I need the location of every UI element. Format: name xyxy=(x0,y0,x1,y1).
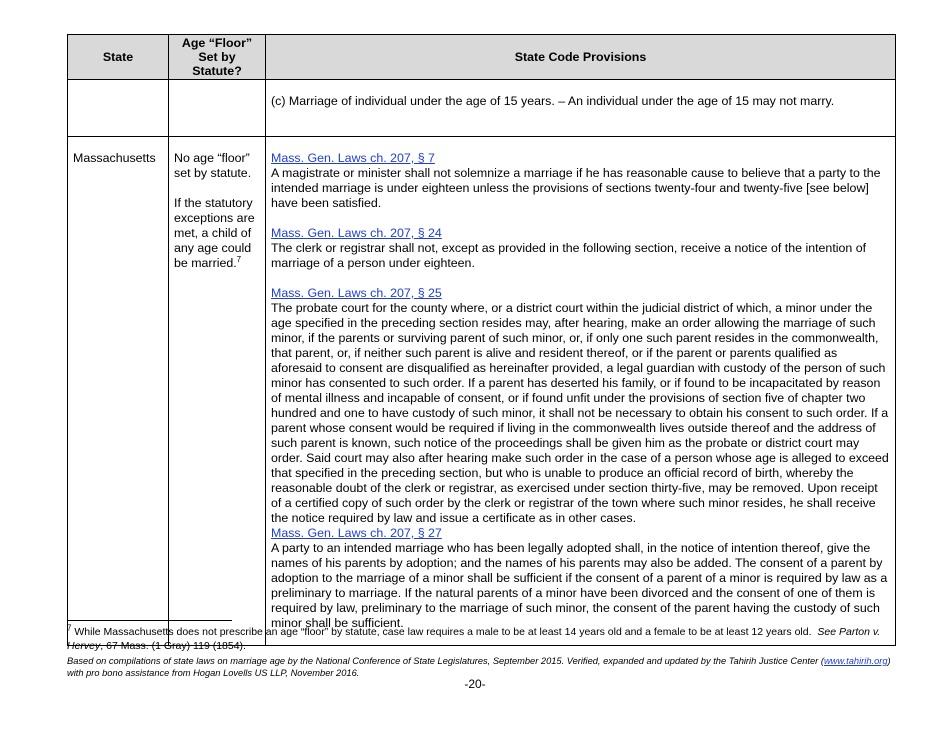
table-row-continued xyxy=(68,80,896,137)
continued-state-cell xyxy=(68,80,169,137)
citation-link-207-24[interactable]: Mass. Gen. Laws ch. 207, § 24 xyxy=(271,225,442,240)
citation-link-207-7[interactable]: Mass. Gen. Laws ch. 207, § 7 xyxy=(271,150,435,165)
tahirih-link[interactable]: www.tahirih.org xyxy=(823,656,888,666)
provisions-cell-massachusetts xyxy=(266,136,896,645)
provision-text-207-27: A party to an intended marriage who has been legally adopted shall, in the notice of intention thereof, give the names of his parents by adoption; and the names of his parents may also be added. The consent of a parent by adoption to the marriage of a minor shall be sufficient if the consent of a parent of a minor is required by law as a preliminary to marriage. If the natural parents of a minor have been divorced and the consent of one of them is required by law, preliminary to the marriage of such minor, the consent of the parent having the custody of such minor shall be sufficient. xyxy=(271,540,888,630)
footnote-7 xyxy=(67,623,897,653)
header-state-code-provisions: State Code Provisions xyxy=(266,35,896,80)
age-floor-statement: No age “floor” set by statute. xyxy=(174,150,252,180)
source-text-after: ) with pro bono assistance from Hogan Lovells US LLP, November 2016. xyxy=(67,656,891,678)
footnote-citation: , 67 Mass. (1 Gray) 119 (1854). xyxy=(100,639,246,652)
continued-age-cell xyxy=(169,80,266,137)
table-header-row xyxy=(68,35,896,80)
footnote-see: See xyxy=(817,626,837,638)
age-floor-exception-note xyxy=(174,196,260,271)
age-floor-cell-massachusetts xyxy=(169,136,266,645)
source-note xyxy=(67,655,897,679)
provision-text-207-24: The clerk or registrar shall not, except as provided in the following section, receive a notice of the intention of marriage of a person under eighteen. xyxy=(271,240,867,270)
header-age-floor: Age “Floor” Set by Statute? xyxy=(169,35,266,80)
continued-provision-cell xyxy=(266,80,896,137)
state-cell-massachusetts: Massachusetts xyxy=(68,136,169,645)
citation-link-207-27[interactable]: Mass. Gen. Laws ch. 207, § 27 xyxy=(271,525,442,540)
source-text-before: Based on compilations of state laws on marriage age by the National Conference of State Legislatures, September 2015. Verified, expanded and updated by the Tahirih Justice Center ( xyxy=(67,656,824,666)
footnote-number: 7 xyxy=(67,623,72,633)
citation-link-207-25[interactable]: Mass. Gen. Laws ch. 207, § 25 xyxy=(271,285,442,300)
footnote-text: While Massachusetts does not prescribe an age “floor” by statute, case law requires a male to be at least 14 years old and a female to be at least 12 years old. xyxy=(74,626,812,638)
footnote-ref-7[interactable]: 7 xyxy=(236,254,242,264)
continued-provision-text: (c) Marriage of individual under the age of 15 years. – An individual under the age of 15 may not marry. xyxy=(271,94,835,109)
age-floor-exception-text: If the statutory exceptions are met, a child of any age could be married. xyxy=(174,195,255,270)
table-row-massachusetts xyxy=(68,136,896,645)
footnote-divider xyxy=(67,620,232,621)
footnote-case-name: Parton v. Hervey xyxy=(67,626,881,652)
provision-text-207-7: A magistrate or minister shall not solemnize a marriage if he has reasonable cause to believe that a party to the intended marriage is under eighteen unless the provisions of sections twenty-four and twenty-five [see below] have been satisfied. xyxy=(271,165,881,210)
page-number: -20- xyxy=(464,677,486,691)
marriage-age-table xyxy=(67,34,896,646)
header-state: State xyxy=(68,35,169,80)
provision-text-207-25: The probate court for the county where, or a district court within the judicial district of which, a minor under the age specified in the preceding section resides may, after hearing, make an order allowing the marriage of such minor, if the parents or surviving parent of such minor, or, if only one such parent resides in the commonwealth, that parent, or, if neither such parent is alive and resident thereof, or if the parent or parents qualified as aforesaid to consent are disqualified as hereinafter provided, a legal guardian with custody of the person of such minor has consented to such order. If a parent has deserted his family, or if found to be incapacitated by reason of mental illness and incapable of consent, or if found unfit under the provisions of section five of chapter two hundred and one to have custody of such minor, it shall not be necessary to obtain his consent to such order. If a parent whose consent would be required if living in the commonwealth lives outside thereof and the address of such parent is known, such notice of the proceedings shall be given him as the probate or district court may order. Said court may also after hearing make such order in the case of a person whose age is alleged to exceed that specified in the preceding section, but who is unable to produce an official record of birth, whereby the reasonable doubt of the clerk or registrar, as exercised under section thirty-five, may be removed. Upon receipt of a certified copy of such order by the clerk or registrar of the town where such minor resides, he shall receive the notice required by law and issue a certificate as in other cases. xyxy=(271,300,889,525)
